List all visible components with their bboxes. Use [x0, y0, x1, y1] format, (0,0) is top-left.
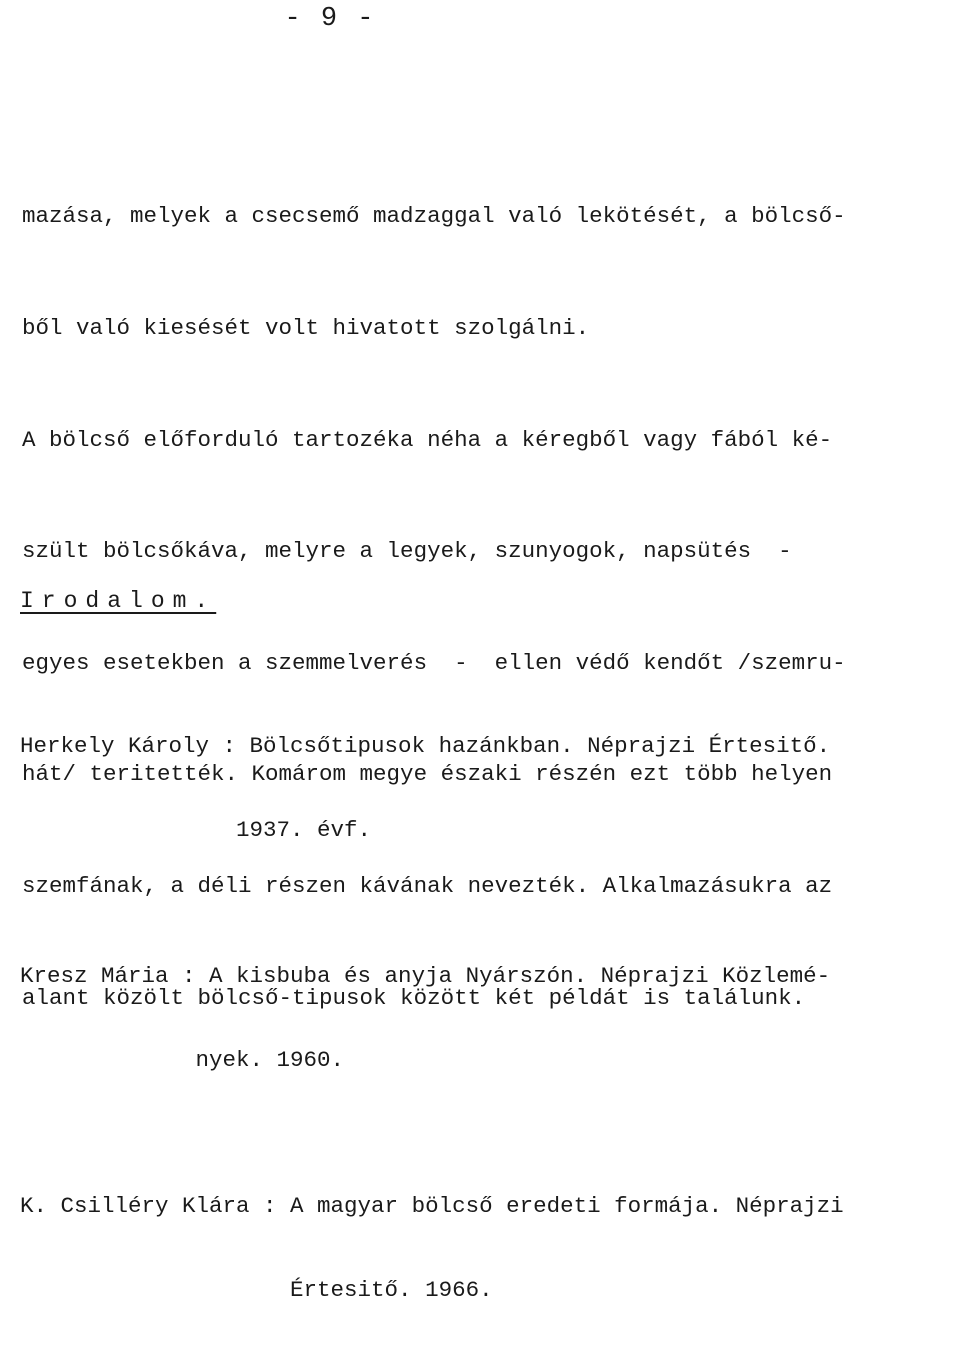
- body-line: szült bölcsőkáva, melyre a legyek, szunyogok, napsütés -: [22, 538, 792, 565]
- literature-heading: Irodalom.: [20, 588, 217, 614]
- reference-entry: [20, 676, 950, 900]
- body-line: hát/ teritették. Komárom megye északi részén ezt több helyen: [22, 761, 833, 788]
- reference-line: 1937. évf.: [20, 817, 372, 843]
- body-line: alant közölt bölcső-tipusok között két példát is találunk.: [22, 984, 806, 1011]
- page-number: - 9 -: [284, 4, 376, 34]
- body-line: egyes esetekben a szemmelverés - ellen védő kendőt /szemru-: [22, 649, 846, 676]
- reference-entry: [20, 1136, 950, 1360]
- body-line: ből való kiesését volt hivatott szolgálni.: [22, 315, 590, 341]
- reference-line: Herkely Károly : Bölcsőtipusok hazánkban. Néprajzi Értesitő.: [20, 733, 831, 759]
- reference-list: [20, 676, 950, 1366]
- reference-entry: [20, 906, 950, 1130]
- body-line: mazása, melyek a csecsemő madzaggal való lekötését, a bölcső-: [22, 203, 846, 230]
- reference-line: Értesitő. 1966.: [20, 1277, 493, 1303]
- reference-line: nyek. 1960.: [20, 1047, 345, 1073]
- reference-line: K. Csilléry Klára : A magyar bölcső eredeti formája. Néprajzi: [20, 1193, 844, 1219]
- reference-line: Kresz Mária : A kisbuba és anyja Nyárszón. Néprajzi Közlemé-: [20, 963, 831, 989]
- body-line: A bölcső előforduló tartozéka néha a kéregből vagy fából ké-: [22, 426, 833, 453]
- body-line: szemfának, a déli részen kávának nevezték. Alkalmazásukra az: [22, 872, 833, 899]
